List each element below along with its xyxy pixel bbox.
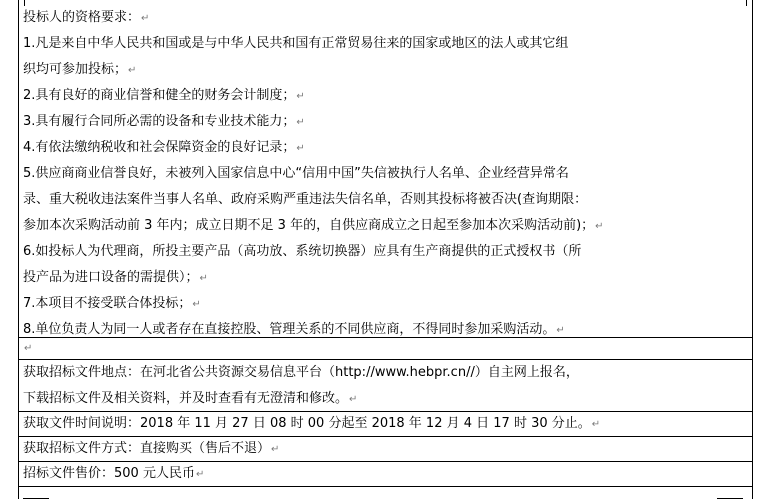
qualification-line: 1.凡是来自中华人民共和国或是与中华人民共和国有正常贸易往来的国家或地区的法人或其它组 [23,36,569,51]
paragraph-mark-icon: ↵ [128,65,137,76]
qualification-line: 3.具有履行合同所必需的设备和专业技术能力；↵ [23,114,305,129]
paragraph-mark-icon: ↵ [24,343,33,354]
location-line: 下载招标文件及相关资料，并及时查看有无澄清和修改。↵ [23,391,358,406]
location-cell [23,360,749,412]
paragraph-mark-icon: ↵ [195,469,205,480]
qualification-line: 织均可参加投标；↵ [23,62,137,77]
method-cell: 获取招标文件方式：直接购买（售后不退）↵ [23,441,280,456]
qualifications-cell [23,5,749,343]
paragraph-mark-icon: ↵ [199,273,208,284]
paragraph-mark-icon: ↵ [591,419,601,430]
qualification-line: 4.有依法缴纳税收和社会保障资金的良好记录；↵ [23,140,305,155]
qualification-line: 6.如投标人为代理商，所投主要产品（高功放、系统切换器）应具有生产商提供的正式授权书（所 [23,244,582,259]
table-border-right [752,0,753,499]
empty-cell [23,336,749,359]
qualification-line: 5.供应商商业信誉良好，未被列入国家信息中心“信用中国”失信被执行人名单、企业经营异常名 [23,166,569,181]
qualification-line: 2.具有良好的商业信誉和健全的财务会计制度；↵ [23,88,305,103]
qualification-line: 8.单位负责人为同一人或者存在直接控股、管理关系的不同供应商，不得同时参加采购活动。↵ [23,322,565,337]
location-line: 获取招标文件地点：在河北省公共资源交易信息平台（http://www.hebpr.cn//）自主网上报名， [23,365,579,380]
paragraph-mark-icon: ↵ [595,221,604,232]
qualifications-heading: 投标人的资格要求：↵ [23,10,150,25]
qualification-line: 参加本次采购活动前 3 年内；成立日期不足 3 年的，自供应商成立之日起至参加本次采购活动前)；↵ [23,218,604,233]
paragraph-mark-icon: ↵ [296,117,305,128]
table-border-left [18,0,19,499]
paragraph-mark-icon: ↵ [271,444,280,455]
paragraph-mark-icon: ↵ [296,143,305,154]
paragraph-mark-icon: ↵ [141,13,150,24]
paragraph-mark-icon: ↵ [349,394,358,405]
qualification-line: 7.本项目不接受联合体投标；↵ [23,296,201,311]
qualification-line: 投产品为进口设备的需提供）；↵ [23,270,208,285]
paragraph-mark-icon: ↵ [192,299,201,310]
paragraph-mark-icon: ↵ [556,325,565,336]
qualification-line: 录、重大税收违法案件当事人名单、政府采购严重违法失信名单，否则其投标将被否决(查询期限： [23,192,588,207]
cropped-next-row [23,486,749,499]
price-cell: 招标文件售价：500 元人民币↵ [23,466,205,481]
paragraph-mark-icon: ↵ [296,91,305,102]
time-cell: 获取文件时间说明：2018 年 11 月 27 日 08 时 00 分起至 2018 年 12 月 4 日 17 时 30 分止。↵ [23,416,601,431]
